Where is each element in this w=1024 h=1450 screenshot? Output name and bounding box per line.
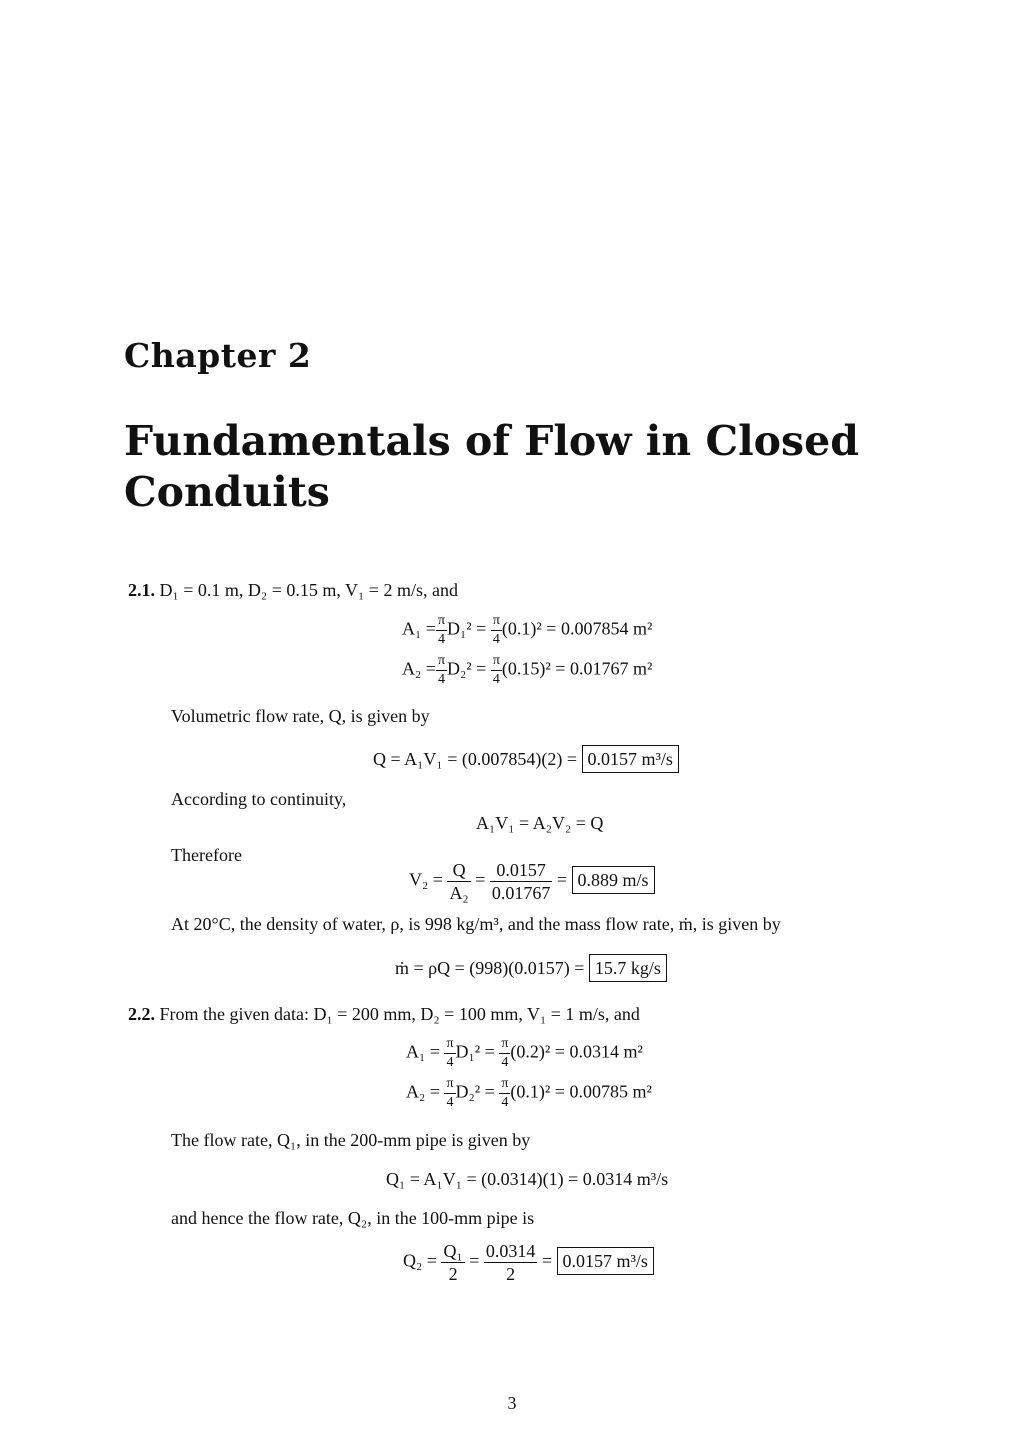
equals-sign: =	[475, 869, 486, 890]
eq-rhs: (0.15)² = 0.01767 m²	[501, 658, 653, 679]
fraction-numerator: π	[436, 614, 447, 631]
pi-over-4-fraction	[436, 614, 447, 647]
equals-sign: =	[556, 869, 568, 890]
area-a2-equation	[402, 654, 652, 687]
fraction-denominator: 0.01767	[491, 883, 551, 903]
eq-lhs: A₂ =	[406, 1081, 440, 1102]
eq-mid: D₂² =	[455, 1081, 495, 1102]
fraction-denominator: 4	[446, 1095, 454, 1110]
fraction-denominator: 4	[492, 632, 500, 647]
problem-2-1-given-line	[128, 579, 458, 601]
mass-flow-equation	[395, 954, 667, 982]
velocity-v2-equation	[409, 861, 655, 902]
q2-equation	[403, 1242, 654, 1283]
fraction-denominator: 4	[492, 672, 500, 687]
density-text: At 20°C, the density of water, ρ, is 998 kg/m³, and the mass flow rate, ṁ, is given by	[171, 914, 781, 934]
fraction-denominator: 4	[446, 1055, 454, 1070]
pi-over-4-fraction	[444, 1037, 455, 1070]
eq-lhs: ṁ = ρQ = (998)(0.0157) =	[395, 958, 585, 978]
eq-rhs: (0.2)² = 0.0314 m²	[510, 1041, 643, 1062]
fraction-numerator: π	[444, 1077, 455, 1094]
pi-over-4-fraction	[436, 654, 447, 687]
eq-lhs: Q₂ =	[403, 1250, 437, 1271]
page-number: 3	[507, 1393, 517, 1413]
pi-over-4-fraction	[491, 614, 502, 647]
fraction-numerator: π	[491, 614, 502, 631]
fraction-numerator: Q	[447, 861, 470, 882]
fraction-numerator: 0.0314	[485, 1241, 536, 1261]
equals-sign: =	[469, 1250, 480, 1271]
flow-rate-text: Volumetric flow rate, Q, is given by	[171, 706, 430, 726]
fraction-numerator: π	[499, 1077, 510, 1094]
chapter-label: Chapter 2	[124, 336, 312, 375]
eq-mid: D₁² =	[455, 1041, 495, 1062]
fraction-denominator: 4	[437, 632, 445, 647]
pi-over-4-fraction	[444, 1077, 455, 1110]
boxed-result: 0.889 m/s	[572, 866, 655, 894]
fraction-numerator: π	[491, 654, 502, 671]
fraction-denominator: A₂	[449, 883, 469, 903]
fraction-numerator: Q₁	[443, 1241, 463, 1261]
eq-lhs: V₂ =	[409, 869, 443, 890]
eq-rhs: (0.1)² = 0.00785 m²	[510, 1081, 652, 1102]
fraction-denominator: 2	[506, 1264, 516, 1284]
eq-lhs: A₁ =	[406, 1041, 440, 1062]
area-a1-equation	[406, 1037, 643, 1070]
q-over-a2-fraction	[447, 861, 470, 902]
area-a2-equation	[406, 1077, 652, 1110]
equals-sign: =	[541, 1250, 553, 1271]
eq-lhs: A₁ =	[402, 618, 436, 639]
fraction-denominator: 4	[437, 672, 445, 687]
area-a1-equation	[402, 614, 652, 647]
pi-over-4-fraction	[499, 1037, 510, 1070]
numeric-fraction	[484, 1242, 538, 1283]
problem-number: 2.1.	[128, 580, 155, 600]
boxed-result: 0.0157 m³/s	[582, 745, 679, 773]
given-data: D₁ = 0.1 m, D₂ = 0.15 m, V₁ = 2 m/s, and	[159, 580, 458, 600]
problem-2-2-given-line	[128, 1003, 640, 1025]
boxed-result: 15.7 kg/s	[589, 954, 667, 982]
q1-equation: Q₁ = A₁V₁ = (0.0314)(1) = 0.0314 m³/s	[386, 1169, 669, 1189]
q2-text: and hence the flow rate, Q₂, in the 100-mm pipe is	[171, 1208, 535, 1228]
fraction-numerator: π	[499, 1037, 510, 1054]
given-data: From the given data: D₁ = 200 mm, D₂ = 100 mm, V₁ = 1 m/s, and	[159, 1004, 640, 1024]
flow-rate-equation	[373, 745, 679, 773]
continuity-text: According to continuity,	[171, 789, 347, 809]
q1-text: The flow rate, Q₁, in the 200-mm pipe is given by	[171, 1130, 531, 1150]
pi-over-4-fraction	[491, 654, 502, 687]
eq-lhs: Q = A₁V₁ = (0.007854)(2) =	[373, 749, 577, 769]
fraction-denominator: 4	[501, 1095, 509, 1110]
numeric-fraction	[490, 861, 553, 902]
eq-mid: D₂² =	[447, 658, 487, 679]
therefore-text: Therefore	[171, 845, 242, 865]
fraction-denominator: 4	[501, 1055, 509, 1070]
eq-lhs: A₂ =	[402, 658, 436, 679]
fraction-numerator: 0.0157	[490, 861, 553, 882]
problem-number: 2.2.	[128, 1004, 155, 1024]
q1-over-2-fraction	[441, 1242, 464, 1283]
eq-rhs: (0.1)² = 0.007854 m²	[501, 618, 653, 639]
continuity-equation: A₁V₁ = A₂V₂ = Q	[476, 813, 604, 833]
fraction-denominator: 2	[448, 1264, 458, 1284]
eq-mid: D₁² =	[447, 618, 487, 639]
fraction-numerator: π	[444, 1037, 455, 1054]
chapter-title: Fundamentals of Flow in Closed Conduits	[124, 417, 859, 516]
pi-over-4-fraction	[499, 1077, 510, 1110]
fraction-numerator: π	[436, 654, 447, 671]
boxed-result: 0.0157 m³/s	[557, 1247, 654, 1275]
